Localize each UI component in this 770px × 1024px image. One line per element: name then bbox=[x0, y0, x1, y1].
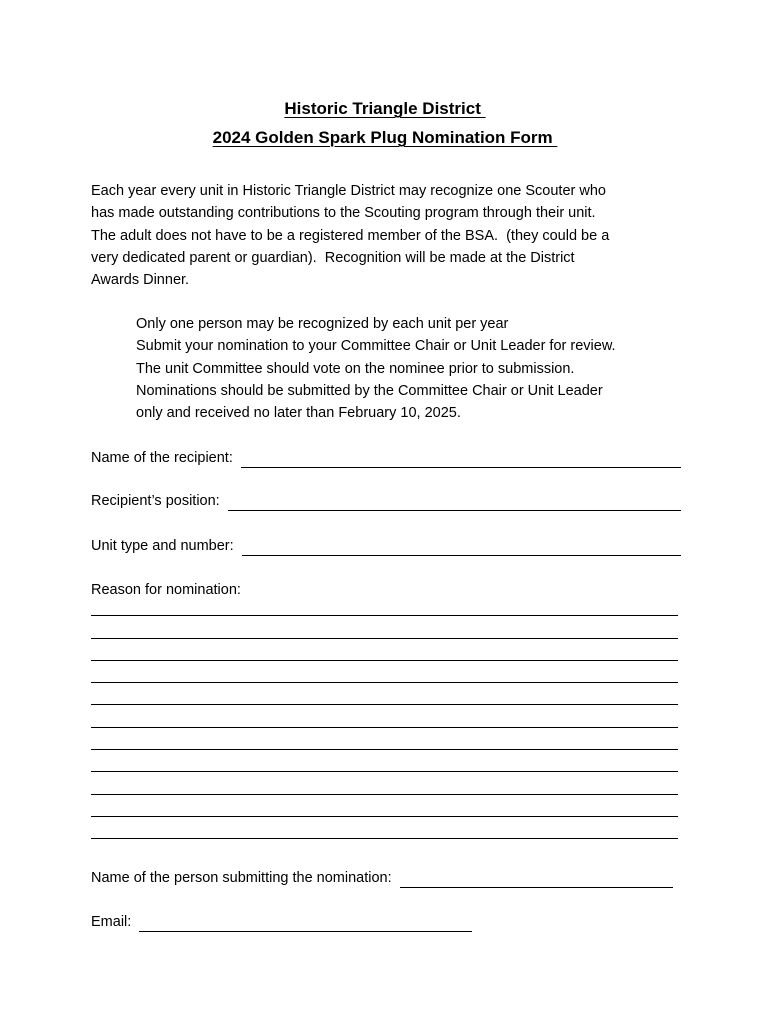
email-field bbox=[91, 911, 472, 933]
reason-blank-line[interactable] bbox=[91, 683, 678, 705]
recipient-name-field bbox=[91, 447, 681, 469]
recipient-name-blank[interactable] bbox=[241, 451, 681, 468]
district-title bbox=[0, 98, 770, 120]
reason-blank-line[interactable] bbox=[91, 750, 678, 772]
rule-line: Submit your nomination to your Committee Chair or Unit Leader for review. bbox=[136, 338, 616, 355]
unit-type-field bbox=[91, 535, 681, 557]
intro-line: Each year every unit in Historic Triangle District may recognize one Scouter who bbox=[91, 183, 606, 199]
reason-label: Reason for nomination: bbox=[91, 582, 241, 598]
intro-paragraph bbox=[91, 180, 681, 291]
reason-blank-lines[interactable] bbox=[91, 594, 678, 839]
form-title bbox=[0, 127, 770, 149]
reason-blank-line[interactable] bbox=[91, 772, 678, 794]
recipient-position-label: Recipient’s position: bbox=[91, 493, 224, 509]
reason-blank-line[interactable] bbox=[91, 594, 678, 616]
form-title-text: 2024 Golden Spark Plug Nomination Form bbox=[212, 128, 558, 147]
reason-blank-line[interactable] bbox=[91, 705, 678, 727]
reason-blank-line[interactable] bbox=[91, 817, 678, 839]
email-label: Email: bbox=[91, 914, 136, 930]
reason-blank-line[interactable] bbox=[91, 728, 678, 750]
unit-type-blank[interactable] bbox=[242, 539, 681, 556]
intro-line: Awards Dinner. bbox=[91, 272, 190, 289]
submitter-name-label: Name of the person submitting the nomination: bbox=[91, 870, 396, 886]
intro-line: very dedicated parent or guardian). Recognition will be made at the District bbox=[91, 249, 575, 266]
intro-line: has made outstanding contributions to the Scouting program through their unit. bbox=[91, 205, 596, 222]
submitter-name-field bbox=[91, 867, 673, 889]
rule-line: Only one person may be recognized by each unit per year bbox=[136, 316, 509, 332]
district-title-text: Historic Triangle District bbox=[284, 99, 486, 118]
reason-blank-line[interactable] bbox=[91, 661, 678, 683]
rule-line: The unit Committee should vote on the nominee prior to submission. bbox=[136, 360, 575, 377]
reason-blank-line[interactable] bbox=[91, 639, 678, 661]
unit-type-label: Unit type and number: bbox=[91, 538, 238, 554]
intro-line: The adult does not have to be a registered member of the BSA. (they could be a bbox=[91, 227, 610, 244]
recipient-position-field bbox=[91, 490, 681, 512]
recipient-name-label: Name of the recipient: bbox=[91, 450, 237, 466]
recipient-position-blank[interactable] bbox=[228, 494, 681, 511]
email-blank[interactable] bbox=[139, 915, 472, 932]
rule-line: only and received no later than February 10, 2025. bbox=[136, 405, 461, 422]
reason-blank-line[interactable] bbox=[91, 616, 678, 638]
reason-blank-line[interactable] bbox=[91, 795, 678, 817]
rule-line: Nominations should be submitted by the Committee Chair or Unit Leader bbox=[136, 382, 603, 399]
rules-block bbox=[136, 313, 696, 424]
submitter-name-blank[interactable] bbox=[400, 871, 673, 888]
